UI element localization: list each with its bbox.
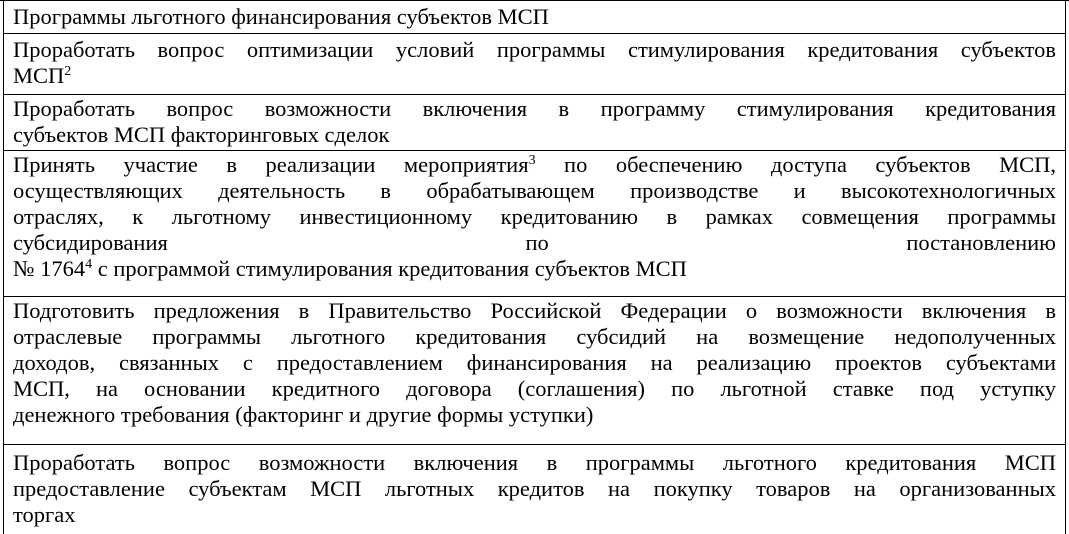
row-5-line-1: Подготовить предложения в Правительство Российской Федерации о возможности включения в: [13, 298, 1056, 323]
row-6-line-3: торгах: [13, 502, 76, 527]
row-4-line-5-a: № 1764: [13, 256, 86, 281]
table-row-section-heading: [3, 0, 1066, 34]
row-5-line-5: денежного требования (факторинг и другие формы уступки): [13, 402, 594, 427]
row-6-line-1: Проработать вопрос возможности включения в программы льготного кредитования МСП: [13, 450, 1056, 475]
row-4-line-2: осуществляющих деятельность в обрабатывающем производстве и высокотехнологичных: [13, 178, 1056, 203]
row-6-line-2: предоставление субъектам МСП льготных кредитов на покупку товаров на организованных: [13, 476, 1056, 501]
row-5-line-3: доходов, связанных с предоставлением финансирования на реализацию проектов субъектами: [13, 350, 1056, 375]
row-4-line-3: отраслях, к льготному инвестиционному кредитованию в рамках совмещения программы: [13, 204, 1056, 229]
row-1-line-1: Программы льготного финансирования субъектов МСП: [13, 4, 549, 29]
row-2-line-2-text: МСП: [13, 63, 65, 88]
table-row-investment-credit: [3, 150, 1066, 297]
row-4-line-1-b: по обеспечению доступа субъектов МСП,: [535, 152, 1056, 177]
table-row-exchange-goods: [3, 444, 1066, 534]
row-5-line-4: МСП, на основании кредитного договора (соглашения) по льготной ставке под уступку: [13, 376, 1056, 401]
row-4-line-1-a: Принять участие в реализации мероприятия: [13, 152, 529, 177]
table-row-factoring: [3, 94, 1066, 151]
row-3-line-2: субъектов МСП факторинговых сделок: [13, 122, 390, 147]
footnote-ref-3[interactable]: 3: [528, 153, 536, 168]
row-5-line-2: отраслевые программы льготного кредитования субсидий на возмещение недополученных: [13, 324, 1056, 349]
footnote-ref-2[interactable]: 2: [64, 64, 72, 79]
table-row-optimize-program: [3, 33, 1066, 95]
table-row-government-proposals: [3, 296, 1066, 445]
row-4-line-5-b: с программой стимулирования кредитования субъектов МСП: [92, 256, 687, 281]
row-2-line-2: [13, 63, 1056, 89]
row-4-line-1: [13, 152, 1056, 178]
row-2-line-1: Проработать вопрос оптимизации условий программы стимулирования кредитования субъектов: [13, 37, 1056, 62]
row-3-line-1: Проработать вопрос возможности включения в программу стимулирования кредитования: [13, 96, 1056, 121]
row-4-line-4: субсидирования по постановлению: [13, 230, 1056, 255]
footnote-ref-4[interactable]: 4: [85, 257, 93, 272]
row-4-line-5: [13, 256, 1056, 282]
